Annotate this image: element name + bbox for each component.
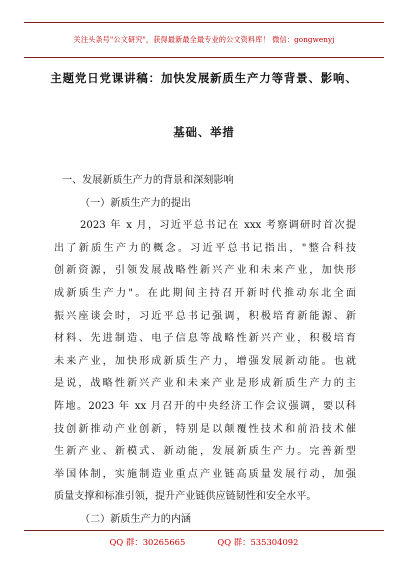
paragraph-line: 阵地。2023 年 xx 月召开的中央经济工作会议强调，要以科 bbox=[54, 400, 356, 412]
header-banner bbox=[24, 22, 384, 58]
document-title-line-1: 主题党日党课讲稿：加快发展新质生产力等背景、影响、 bbox=[50, 71, 358, 85]
paragraph-line: 未来产业，加快形成新质生产力，增强发展新动能。也就 bbox=[54, 355, 356, 367]
paragraph-line: 创新资源，引领发展战略性新兴产业和未来产业，加快形 bbox=[54, 265, 356, 277]
paragraph-line: 2023 年 x 月，习近平总书记在 xxx 考察调研时首次提 bbox=[80, 220, 356, 232]
paragraph-line: 质量支撑和标准引领，提升产业链供应链韧性和安全水平。 bbox=[54, 491, 317, 503]
section-heading: 一、发展新质生产力的背景和深刻影响 bbox=[62, 175, 234, 186]
paragraph-line: 振兴座谈会时，习近平总书记强调，积极培育新能源、新 bbox=[54, 310, 356, 322]
subsection-heading: （一）新质生产力的提出 bbox=[80, 197, 192, 209]
banner-text: 关注头条号"公文研究"，获得最新最全最专业的公文资料库！ 微信：gongwenyj bbox=[73, 35, 335, 44]
footer-qq-group-2: QQ 群：535304092 bbox=[217, 537, 299, 547]
document-body bbox=[54, 170, 356, 532]
paragraph-line: 技创新推动产业创新，特别是以颠覆性技术和前沿技术催 bbox=[54, 423, 356, 435]
paragraph-line: 材料、先进制造、电子信息等战略性新兴产业，积极培育 bbox=[54, 333, 356, 345]
paragraph-line: 是说，战略性新兴产业和未来产业是形成新质生产力的主 bbox=[54, 378, 356, 390]
paragraph-line: 举国体制，实施制造业重点产业链高质量发展行动，加强 bbox=[54, 468, 356, 480]
subsection-heading: （二）新质生产力的内涵 bbox=[80, 513, 192, 525]
footer-qq-group-1: QQ 群：30265665 bbox=[109, 537, 186, 547]
document-title-line-2: 基础、举措 bbox=[173, 125, 235, 139]
paragraph-line: 生新产业、新模式、新动能，发展新质生产力。完善新型 bbox=[54, 446, 356, 458]
paragraph-line: 出了新质生产力的概念。习近平总书记指出，"整合科技 bbox=[54, 242, 356, 254]
footer-contact-bar bbox=[24, 530, 384, 553]
paragraph-line: 成新质生产力"。在此期间主持召开新时代推动东北全面 bbox=[54, 287, 356, 299]
